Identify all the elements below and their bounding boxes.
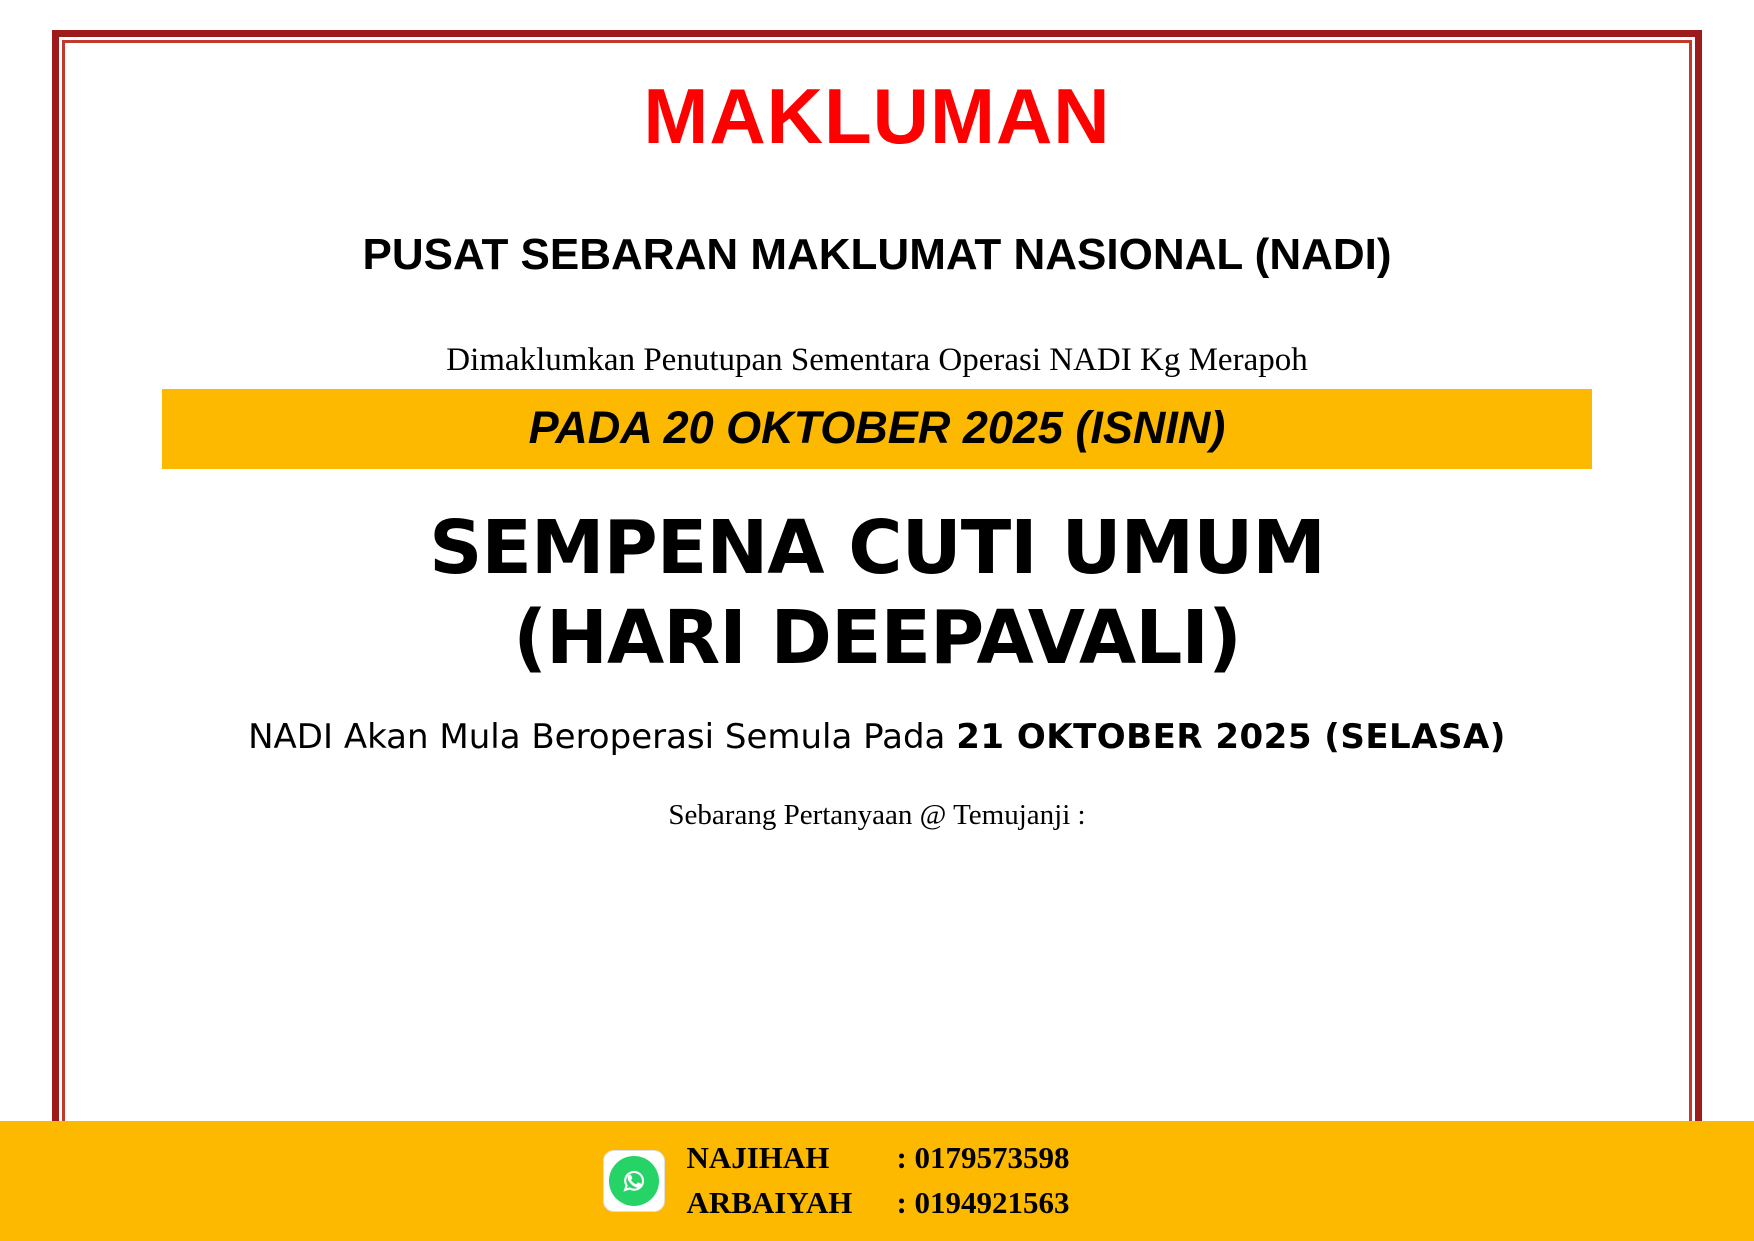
closure-notice-text: Dimaklumkan Penutupan Sementara Operasi NADI Kg Merapoh — [446, 341, 1308, 378]
resume-operations-text — [72, 717, 1682, 757]
holiday-reason — [72, 503, 1682, 684]
contact-number: : 0194921563 — [896, 1185, 1070, 1220]
contact-name: NAJIHAH — [686, 1140, 830, 1176]
page-title: MAKLUMAN — [643, 72, 1111, 160]
organization-name: PUSAT SEBARAN MAKLUMAT NASIONAL (NADI) — [362, 229, 1392, 279]
contact-list — [686, 1136, 1069, 1226]
enquiry-text: Sebarang Pertanyaan @ Temujanji : — [668, 799, 1086, 832]
list-item — [686, 1181, 1069, 1226]
contact-name: ARBAIYAH — [686, 1185, 853, 1220]
contact-inner — [604, 1136, 1069, 1226]
closure-date-text: PADA 20 OKTOBER 2025 (ISNIN) — [528, 401, 1226, 453]
holiday-reason-line1: SEMPENA CUTI UMUM — [429, 504, 1325, 591]
list-item — [686, 1136, 1069, 1181]
contact-number: : 0179573598 — [896, 1140, 1070, 1176]
resume-prefix: NADI Akan Mula Beroperasi Semula Pada — [248, 717, 957, 758]
whatsapp-icon — [604, 1151, 664, 1211]
holiday-reason-line2: (HARI DEEPAVALI) — [513, 595, 1241, 682]
poster-content — [72, 50, 1682, 1199]
closure-date-band — [162, 389, 1592, 469]
resume-date: 21 OKTOBER 2025 (SELASA) — [956, 717, 1506, 758]
contact-band — [0, 1121, 1754, 1241]
